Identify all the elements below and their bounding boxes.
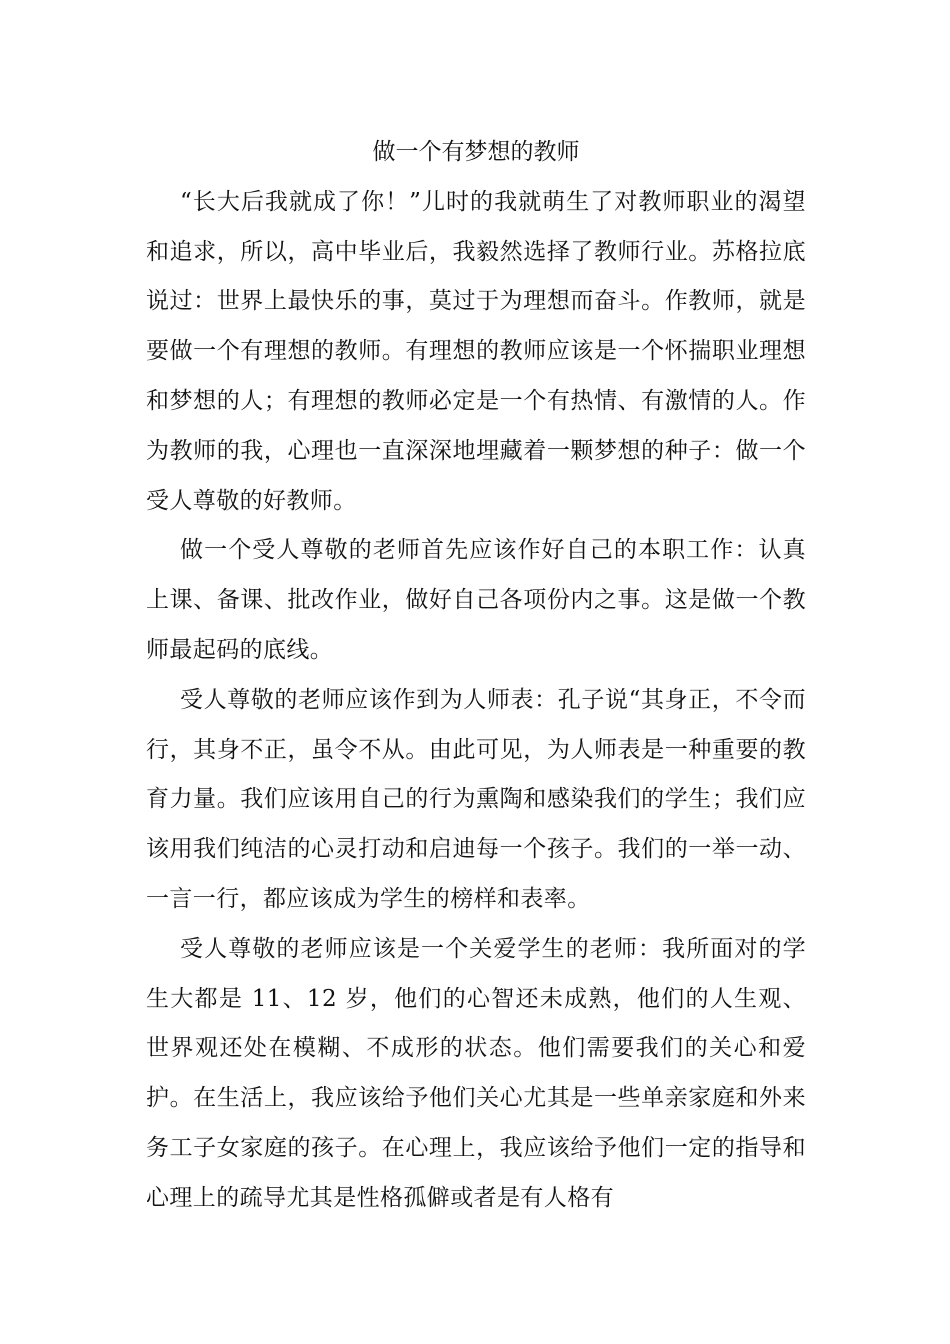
document-title: 做一个有梦想的教师 [372,139,580,165]
paragraph-3: 受人尊敬的老师应该作到为人师表：孔子说“其身正，不令而行，其身不正，虽令不从。由此可见，为人师表是一种重要的教育力量。我们应该用自己的行为熏陶和感染我们的学生；我们应该用我们纯洁的心灵打动和启迪每一个孩子。我们的一举一动、一言一行，都应该成为学生的榜样和表率。 [146,686,806,912]
paragraph-2: 做一个受人尊敬的老师首先应该作好自己的本职工作：认真上课、备课、批改作业，做好自己各项份内之事。这是做一个教师最起码的底线。 [146,537,806,663]
paragraph-4: 受人尊敬的老师应该是一个关爱学生的老师：我所面对的学生大都是 11、12 岁，他们的心智还未成熟，他们的人生观、世界观还处在模糊、不成形的状态。他们需要我们的关心和爱护。在生活上，我应该给予他们关心尤其是一些单亲家庭和外来务工子女家庭的孩子。在心理上，我应该给予他们一定的指导和心理上的疏导尤其是性格孤僻或者是有人格有 [146,935,806,1211]
document-body [146,128,806,1224]
paragraph-1: “长大后我就成了你！”儿时的我就萌生了对教师职业的渴望和追求，所以，高中毕业后，我毅然选择了教师行业。苏格拉底说过：世界上最快乐的事，莫过于为理想而奋斗。作教师，就是要做一个有理想的教师。有理想的教师应该是一个怀揣职业理想和梦想的人；有理想的教师必定是一个有热情、有激情的人。作为教师的我，心理也一直深深地埋藏着一颗梦想的种子：做一个受人尊敬的好教师。 [146,188,806,514]
